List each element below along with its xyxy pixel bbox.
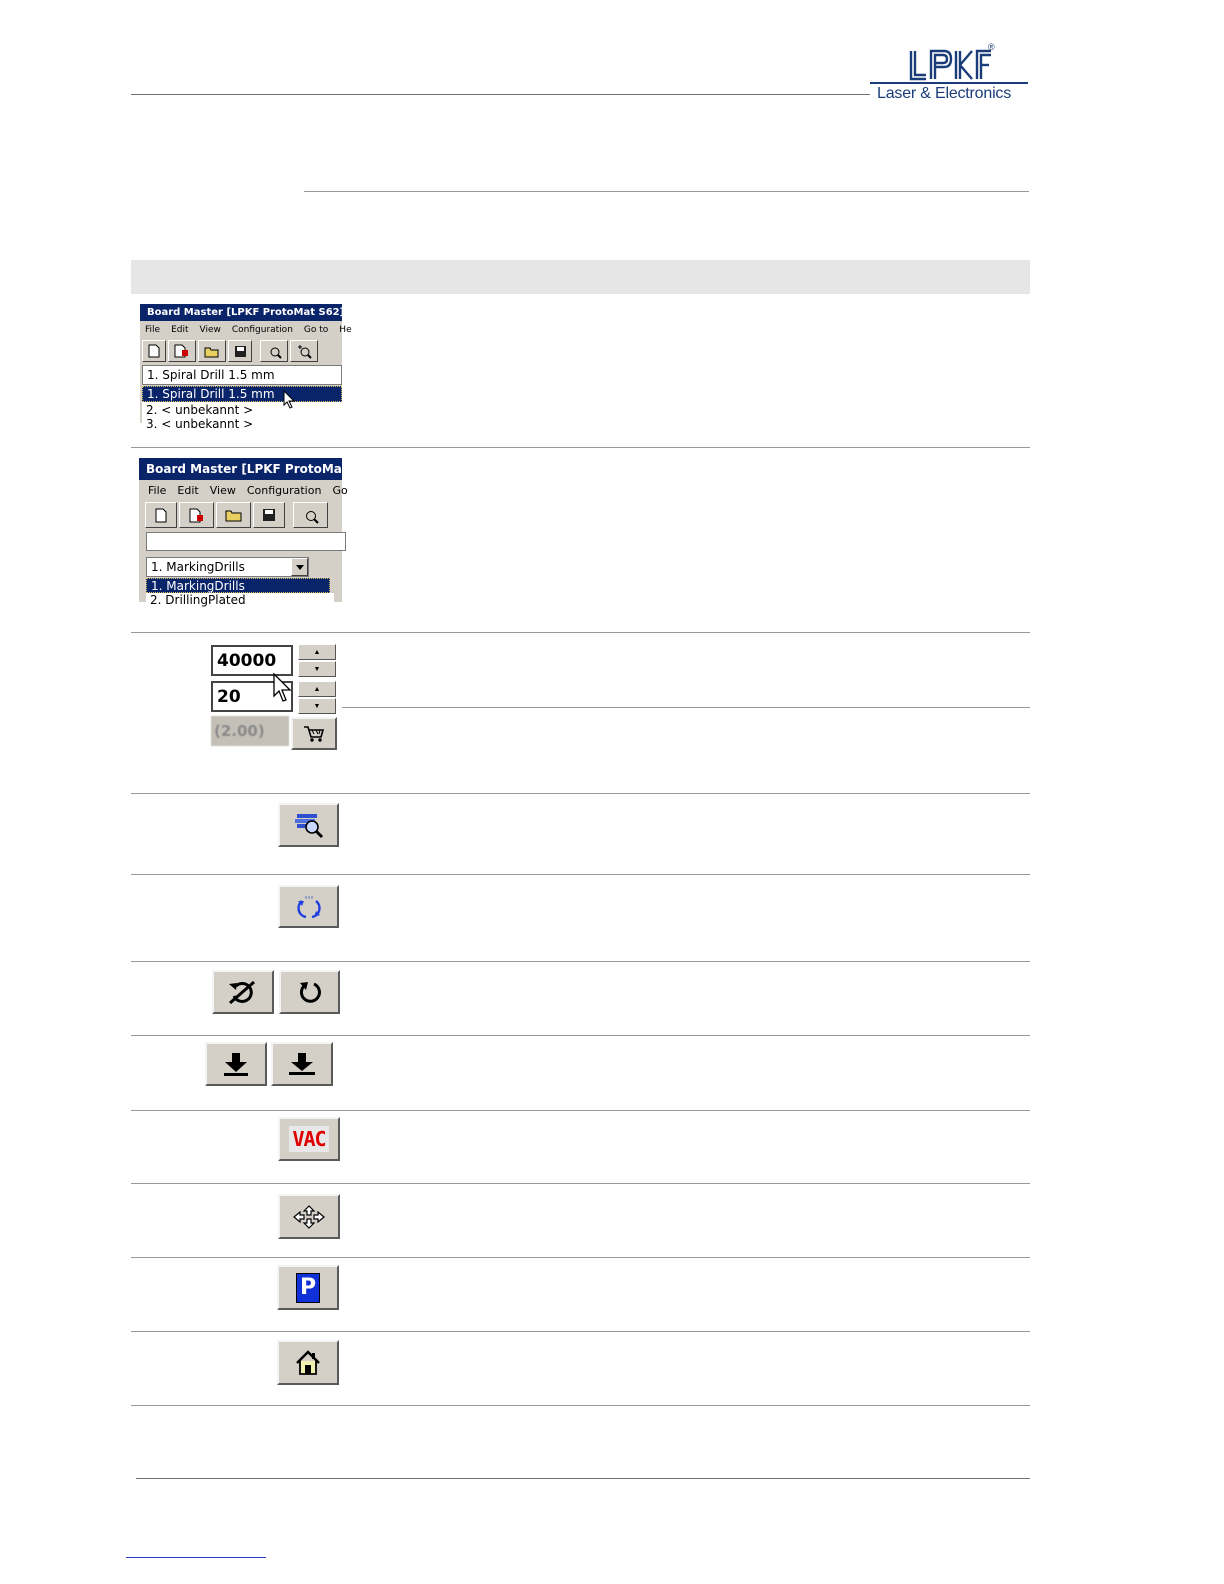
new-button[interactable] <box>145 502 177 528</box>
header-rule <box>131 94 870 95</box>
menu-goto[interactable]: Go to <box>303 324 329 335</box>
logo-tagline: Laser & Electronics <box>877 85 1012 102</box>
tool-off-button[interactable] <box>212 970 274 1014</box>
new-icon <box>155 508 167 523</box>
command-field[interactable] <box>146 532 346 551</box>
row-divider <box>131 1183 1030 1184</box>
tool-list-item-selected[interactable]: 1. Spiral Drill 1.5 mm <box>142 386 342 402</box>
readonly-value: (2.00) <box>211 716 289 746</box>
new-from-template-button[interactable] <box>168 340 196 362</box>
menu-bar <box>139 480 348 500</box>
row-divider <box>131 1110 1030 1111</box>
open-button[interactable] <box>216 502 251 528</box>
view-drill-button[interactable] <box>278 803 339 847</box>
disk-icon <box>234 345 247 358</box>
menu-help[interactable]: He <box>339 324 352 335</box>
new-button[interactable] <box>142 340 166 362</box>
cycle-icon <box>292 893 326 921</box>
save-button[interactable] <box>253 502 285 528</box>
shopping-cart-icon <box>303 725 325 743</box>
menu-edit[interactable]: Edit <box>171 324 189 335</box>
tool-on-icon <box>295 978 325 1006</box>
toolbar <box>140 338 342 364</box>
menu-configuration[interactable]: Configuration <box>231 324 293 335</box>
chevron-down-icon <box>296 565 304 570</box>
section-rule <box>304 191 1029 192</box>
window-titlebar <box>140 304 345 321</box>
menu-file[interactable]: File <box>148 483 167 497</box>
logo-underline <box>870 82 1028 84</box>
board-master-window-tool-list <box>140 304 352 431</box>
tool-list-item[interactable]: 3. < unbekannt > <box>142 417 342 431</box>
park-icon: P <box>296 1273 320 1303</box>
row-divider <box>131 961 1030 962</box>
view-drill-icon <box>292 810 326 840</box>
spindle-speed-field[interactable]: 40000 <box>211 645 293 676</box>
zoom-icon <box>267 344 281 358</box>
tool-off-icon <box>226 978 260 1006</box>
home-icon <box>293 1349 323 1377</box>
table-header <box>131 260 1030 294</box>
toolbar <box>139 500 342 530</box>
tool-combo[interactable]: 1. Spiral Drill 1.5 mm <box>142 365 342 385</box>
save-button[interactable] <box>228 340 252 362</box>
row-divider <box>131 793 1030 794</box>
count-up-button[interactable]: ▲ <box>298 681 336 697</box>
phase-combo[interactable]: 1. MarkingDrills <box>146 557 309 577</box>
menu-view[interactable]: View <box>209 483 236 497</box>
menu-goto[interactable]: Go <box>332 483 348 497</box>
menu-file[interactable]: File <box>145 324 161 335</box>
count-field[interactable]: 20 <box>211 681 293 712</box>
phase-list-item[interactable]: 2. DrillingPlated <box>146 593 334 607</box>
logo-registered-mark: ® <box>988 42 995 52</box>
row-divider <box>131 447 1030 448</box>
template-icon <box>189 508 205 523</box>
mouse-pointer-icon <box>272 672 294 704</box>
menu-edit[interactable]: Edit <box>177 483 199 497</box>
zoom-in-button[interactable] <box>290 340 318 362</box>
row-divider <box>131 1035 1030 1036</box>
zoom-in-icon <box>297 344 311 358</box>
head-down-button[interactable] <box>205 1042 267 1086</box>
window-title: Board Master [LPKF ProtoMat <box>146 462 348 476</box>
template-icon <box>174 344 190 358</box>
menu-view[interactable]: View <box>199 324 221 335</box>
row-divider <box>131 1257 1030 1258</box>
home-button[interactable] <box>277 1340 339 1385</box>
footer-link-underline[interactable] <box>126 1557 266 1558</box>
new-from-template-button[interactable] <box>179 502 214 528</box>
move-icon <box>292 1204 326 1230</box>
folder-open-icon <box>225 508 243 522</box>
speed-down-button[interactable]: ▼ <box>298 661 336 677</box>
board-master-window-phase-list <box>139 458 348 607</box>
menu-configuration[interactable]: Configuration <box>246 483 322 497</box>
row-subdivider <box>342 707 1030 708</box>
open-button[interactable] <box>198 340 226 362</box>
lpkf-logo-mark <box>908 48 993 82</box>
tool-list-item[interactable]: 2. < unbekannt > <box>142 402 342 417</box>
new-icon <box>148 344 160 358</box>
park-button[interactable] <box>277 1265 339 1310</box>
row-divider <box>131 1331 1030 1332</box>
footer-rule <box>136 1478 1030 1479</box>
folder-open-icon <box>204 345 220 358</box>
window-titlebar <box>139 458 348 480</box>
cycle-button[interactable] <box>278 885 339 928</box>
head-down-icon <box>220 1051 252 1077</box>
vacuum-button[interactable] <box>278 1117 340 1161</box>
vacuum-icon: VAC <box>289 1126 328 1152</box>
zoom-window-button[interactable] <box>293 502 328 528</box>
disk-icon <box>262 508 276 522</box>
head-down-alt-icon <box>286 1051 318 1077</box>
zoom-icon <box>303 508 318 523</box>
row-divider <box>131 1405 1030 1406</box>
window-title: Board Master [LPKF ProtoMat S62] <box>147 307 345 318</box>
shopping-cart-button[interactable] <box>291 717 337 750</box>
phase-dropdown-button[interactable] <box>291 558 308 576</box>
zoom-window-button[interactable] <box>260 340 288 362</box>
mouse-pointer-icon <box>283 390 297 410</box>
row-divider <box>131 632 1030 633</box>
menu-bar <box>140 321 352 338</box>
head-down-alt-button[interactable] <box>271 1042 333 1086</box>
speed-up-button[interactable]: ▲ <box>298 644 336 660</box>
count-down-button[interactable]: ▼ <box>298 698 336 714</box>
tool-on-button[interactable] <box>279 970 340 1014</box>
move-button[interactable] <box>278 1194 340 1239</box>
phase-list-item-selected[interactable]: 1. MarkingDrills <box>146 578 330 593</box>
row-divider <box>131 874 1030 875</box>
